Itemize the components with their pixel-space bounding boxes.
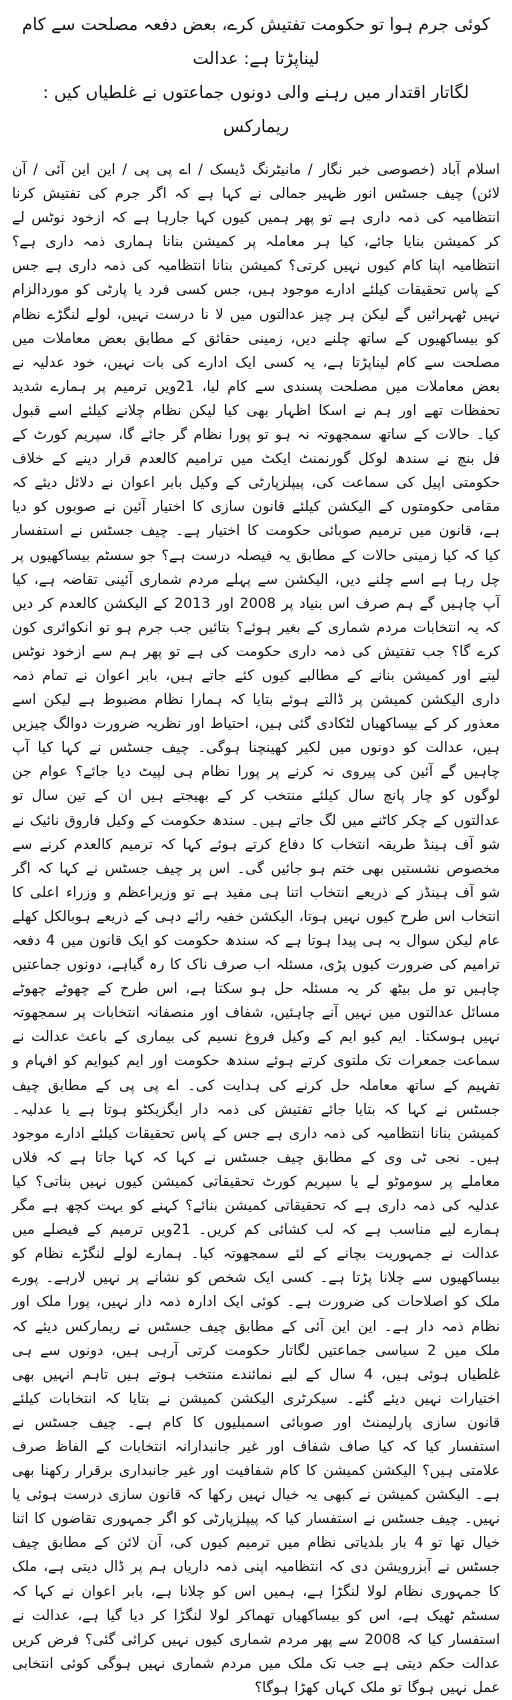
headline-primary: کوئی جرم ہوا تو حکومت تفتیش کرے، بعض دفعہ مصلحت سے کام لیناپڑتا ہے: عدالت: [21, 15, 491, 69]
headline-secondary: لگاتار اقتدار میں رہنے والی دونوں جماعتوں نے غلطیاں کیں : ریمارکس: [42, 83, 470, 137]
article-body: اسلام آباد (خصوصی خبر نگار / مانیٹرنگ ڈیسک / اے پی پی / این این آئی / آن لائن) چیف جسٹس انور ظہیر جمالی نے کہا ہے کہ اگر جرم کی تفتیش کرنا انتظامیہ کی ذمہ داری ہے تو پھر ہمیں کیوں کہا جارہا ہے کہ ازخود نوٹس لے کر کمیشن بنایا جائے، کیا ہر معاملہ پر کمیشن بنانا ہماری ذمہ داری ہے؟ انتظامیہ اپنا کام کیوں نہیں کرتی؟ کمیشن بنانا انتظامیہ کی ذمہ داری ہے جس کے پاس تحقیقات کیلئے ادارے موجود ہیں، جس کسی فرد یا پارٹی کو موردالزام نہیں ٹھہرائیں گے لیکن ہر چیز عدالتوں میں لا نا درست نہیں، لولے لنگڑے نظام کو بیساکھیوں کے ساتھ چلنے دیں، زمینی حقائق کے مطابق بعض معاملات میں مصلحت سے کام لیناپڑتا ہے، یہ کسی ایک ادارے کی بات نہیں، خود عدلیہ نے بعض معاملات میں مصلحت پسندی سے کام لیا، 21ویں ترمیم پر ہمارے شدید تحفظات تھے اور ہم نے اسکا اظہار بھی کیا لیکن نظام چلانے کیلئے اسے قبول کیا۔ حالات کے ساتھ سمجھوتہ نہ ہو تو پورا نظام گر جائے گا، سپریم کورٹ کے فل بنچ نے سندھ لوکل گورنمنٹ ایکٹ میں ترامیم کالعدم قرار دینے کے خلاف حکومتی اپیل کی سماعت کی، پیپلزپارٹی کے وکیل بابر اعوان نے دلائل دیئے کہ مقامی حکومتوں کے الیکشن کیلئے قانون سازی کا اختیار آئین نے صوبوں کو دیا ہے، قانون میں ترمیم صوبائی حکومت کا اختیار ہے۔ چیف جسٹس نے استفسار کیا کہ کیا زمینی حالات کے مطابق یہ فیصلہ درست ہے؟ جو سسٹم بیساکھیوں پر چل رہا ہے اسے چلنے دیں، الیکشن سے پہلے مردم شماری آئینی تقاضہ ہے، کیا آپ چاہیں گے ہم صرف اس بنیاد پر 2008 اور 2013 کے الیکشن کالعدم کر دیں کہ یہ انتخابات مردم شماری کے بغیر ہوئے؟ بتائیں جب جرم ہو تو انکوائری کون کرے گا؟ جب تفتیش کی ذمہ داری حکومت کی ہے تو پھر ہم سے ازخود نوٹس لینے اور کمیشن بنانے کے مطالبے کیوں کئے جاتے ہیں، بابر اعوان نے تمام ذمہ داری الیکشن کمیشن پر ڈالتے ہوئے بتایا کہ ہمارا نظام مضبوط ہے لیکن اسے معذور کر کے بیساکھیاں لٹکادی گئی ہیں، احتیاط اور نظریہ ضرورت دوالگ چیزیں ہیں، عدالت کو دونوں میں لکیر کھینچنا ہوگی۔ چیف جسٹس نے کہا کیا آپ چاہیں گے آئین کی پیروی نہ کرنے پر پورا نظام ہی لپیٹ دیا جائے؟ عوام جن لوگوں کو چار پانچ سال کیلئے منتخب کر کے بھیجتے ہیں ان کے تین سال تو عدالتوں کے چکر کاٹنے میں لگ جاتے ہیں۔ سندھ حکومت کے وکیل فاروق نائیک نے شو آف ہینڈ طریقہ انتخاب کا دفاع کرتے ہوئے کہا کہ ترمیم کالعدم کرنے سے مخصوص نشستیں بھی ختم ہو جائیں گی۔ اس پر چیف جسٹس نے کہا کہ اگر شو آف ہینڈز کے ذریعے انتخاب اتنا ہی مفید ہے تو وزیراعظم و وزراء اعلی کا انتخاب اس طرح کیوں نہیں ہوتا، الیکشن خفیہ رائے دہی کے ذریعے ہوبالکل کھلے عام لیکن سوال یہ ہی پیدا ہوتا ہے کہ سندھ حکومت کو ایک قانون میں 4 دفعہ ترامیم کی ضرورت کیوں پڑی، مسئلہ اب صرف ناک کا رہ گیاہے، دونوں جماعتیں چاہیں تو مل بیٹھ کر یہ مسئلہ حل ہو سکتا ہے، اس طرح کے چھوٹے چھوٹے مسائل عدالتوں میں نہیں آنے چاہئیں، شفاف اور منصفانہ انتخابات پر سمجھوتہ نہیں ہوسکتا۔ ایم کیو ایم کے وکیل فروغ نسیم کی بیماری کے باعث عدالت نے سماعت جمعرات تک ملتوی کرتے ہوئے سندھ حکومت اور ایم کیوایم کو افہام و تفہیم کے ساتھ معاملہ حل کرنے کی ہدایت کی۔ اے پی پی کے مطابق چیف جسٹس نے کہا کہ بتایا جائے تفتیش کی ذمہ دار ایگزیکٹو ہوتا ہے یا عدلیہ۔ کمیشن بنانا انتظامیہ کی ذمہ داری ہے جس کے پاس تحقیقات کیلئے ادارے موجود ہیں۔ نجی ٹی وی کے مطابق چیف جسٹس نے کہا کہ کہا جاتا ہے کہ فلاں معاملے پر سوموٹو لے یا سپریم کورٹ تحقیقاتی کمیشن کیوں نہیں بناتی؟ کیا عدلیہ کی ذمہ داری ہے کہ تحقیقاتی کمیشن بنائے؟ کہنے کو بہت کچھ ہے مگر ہمارے لیے مناسب ہے کہ لب کشائی کم کریں۔ 21ویں ترمیم کے فیصلے میں عدالت نے جمہوریت بچانے کے لئے سمجھوتہ کیا۔ ہمارے لولے لنگڑے نظام کو بیساکھیوں سے چلانا پڑتا ہے۔ کسی ایک شخص کو نشانے پر نہیں لارہے۔ پورے ملک کو اصلاحات کی ضرورت ہے۔ کوئی ایک ادارہ ذمہ دار نہیں، پورا ملک اور نظام ذمہ دار ہے۔ این این آئی کے مطابق چیف جسٹس نے ریمارکس دیئے کہ ملک میں 2 سیاسی جماعتیں لگاتار حکومت کرتی آرہی ہیں، دونوں سے ہی غلطیاں ہوئی ہیں، 4 سال کے لیے نمائندے منتخب ہوتے ہیں تاہم انہیں بھی اختیارات نہیں دیئے گئے۔ سیکرٹری الیکشن کمیشن نے بتایا کہ انتخابات کیلئے قانون سازی پارلیمنٹ اور صوبائی اسمبلیوں کا کام ہے۔ چیف جسٹس نے استفسار کیا کہ کیا صاف شفاف اور غیر جانبدارانہ انتخابات کے الفاظ صرف علامتی ہیں؟ الیکشن کمیشن کا کام شفافیت اور غیر جانبداری برقرار رکھنا بھی ہے۔ الیکشن کمیشن نے کبھی یہ خیال نہیں رکھا کہ قانون سازی درست ہوئی یا نہیں۔ چیف جسٹس نے استفسار کیا کہ پیپلزپارٹی کو اگر جمہوری تقاضوں کا اتنا خیال تھا تو 4 بار بلدیاتی نظام میں ترمیم کیوں کی، آن لائن کے مطابق چیف جسٹس نے آبزرویشن دی کہ انتظامیہ اپنی ذمہ داریاں ہم پر ڈال دیتی ہے، ملک کا جمہوری نظام لولا لنگڑا ہے، ہمیں اس کو چلانا ہے، بابر اعوان نے کہا کہ سسٹم ٹھیک ہے، اس کو بیساکھیاں تھماکر لولا لنگڑا کر دیا گیا ہے، عدالت نے استفسار کیا کہ 2008 سے پھر مردم شماری کیوں نہیں کرائی گئی؟ فرض کریں عدالت حکم دیتی ہے جب تک ملک میں مردم شماری نہیں ہوگی کوئی انتخابی عمل نہیں ہوگا تو ملک کہاں کھڑا ہوگا؟: [12, 162, 501, 1696]
